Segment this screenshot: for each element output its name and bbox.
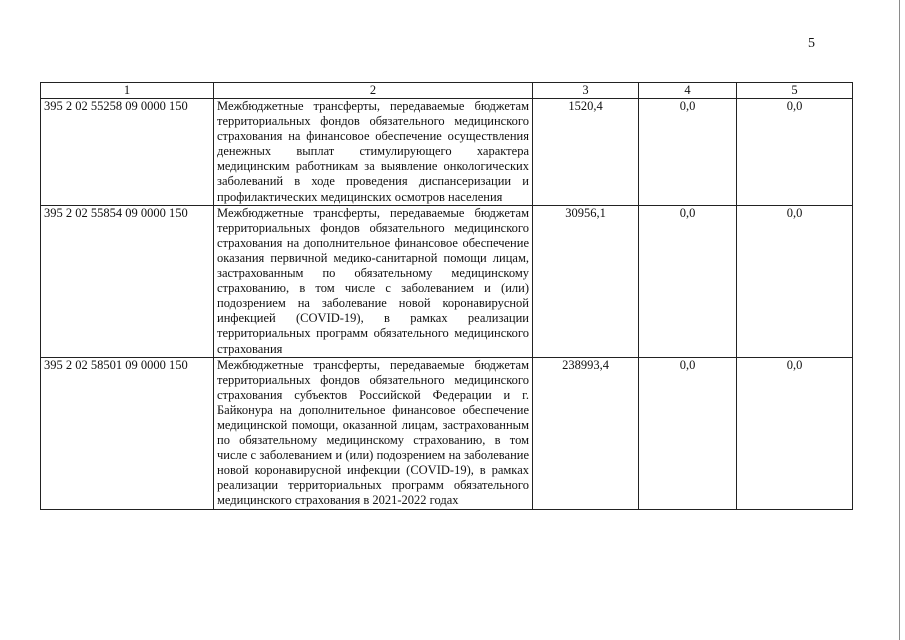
value-col5-cell: 0,0: [737, 357, 853, 509]
page-edge-line: [899, 0, 900, 640]
value-col5-cell: 0,0: [737, 205, 853, 357]
column-header-4: 4: [639, 83, 737, 99]
description-cell: Межбюджетные трансферты, передаваемые бюджетам территориальных фондов обязательного медицинского страхования на дополнительное финансовое обеспечение оказания первичной медико-санитарной помощи лицам, застрахованным по обязательному медицинскому страхованию, в том числе с заболеванием и (или) подозрением на заболевание новой коронавирусной инфекцией (COVID-19), в рамках реализации территориальных программ обязательного медицинского страхования: [214, 205, 533, 357]
value-col3-cell: 30956,1: [533, 205, 639, 357]
column-header-1: 1: [41, 83, 214, 99]
budget-code-cell: 395 2 02 58501 09 0000 150: [41, 357, 214, 509]
table-header-row: [41, 83, 853, 99]
value-col3-cell: 238993,4: [533, 357, 639, 509]
value-col4-cell: 0,0: [639, 99, 737, 206]
page-number: 5: [808, 36, 815, 51]
table-row: [41, 99, 853, 206]
description-cell: Межбюджетные трансферты, передаваемые бюджетам территориальных фондов обязательного медицинского страхования субъектов Российской Федерации и г. Байконура на дополнительное финансовое обеспечение медицинской помощи, оказанной лицам, застрахованным по обязательному медицинскому страхованию, в том числе с заболеванием и (или) подозрением на заболевание новой коронавирусной инфекции (COVID-19), в рамках реализации территориальных программ обязательного медицинского страхования в 2021-2022 годах: [214, 357, 533, 509]
budget-code-cell: 395 2 02 55258 09 0000 150: [41, 99, 214, 206]
column-header-5: 5: [737, 83, 853, 99]
value-col5-cell: 0,0: [737, 99, 853, 206]
value-col4-cell: 0,0: [639, 357, 737, 509]
value-col3-cell: 1520,4: [533, 99, 639, 206]
budget-code-cell: 395 2 02 55854 09 0000 150: [41, 205, 214, 357]
table-row: [41, 205, 853, 357]
value-col4-cell: 0,0: [639, 205, 737, 357]
table-row: [41, 357, 853, 509]
column-header-3: 3: [533, 83, 639, 99]
description-cell: Межбюджетные трансферты, передаваемые бюджетам территориальных фондов обязательного медицинского страхования на финансовое обеспечение осуществления денежных выплат стимулирующего характера медицинским работникам за выявление онкологических заболеваний в ходе проведения диспансеризации и профилактических медицинских осмотров населения: [214, 99, 533, 206]
column-header-2: 2: [214, 83, 533, 99]
budget-transfers-table: [40, 82, 853, 510]
